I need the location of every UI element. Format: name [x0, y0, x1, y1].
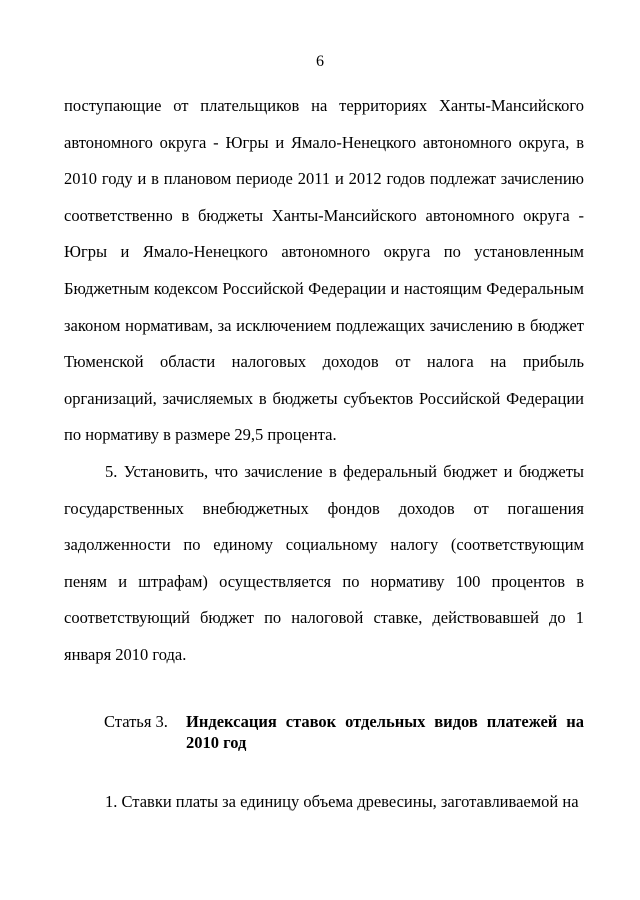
page-number: 6 — [316, 53, 324, 70]
paragraph-item-1: 1. Ставки платы за единицу объема древесины, заготавливаемой на — [105, 792, 579, 811]
article-title: Индексация ставок отдельных видов платежей на 2010 год — [186, 712, 584, 752]
paragraph-item-5: 5. Установить, что зачисление в федеральный бюджет и бюджеты государственных внебюджетных фондов доходов от погашения задолженности по единому социальному налогу (соответствующим пеням и штрафам) осуществляется по нормативу 100 процентов в соответствующий бюджет по налоговой ставке, действовавшей до 1 января 2010 года. — [64, 462, 584, 664]
article-number: Статья 3. — [104, 712, 168, 731]
article-heading — [104, 711, 584, 753]
paragraph-revenue-distribution: поступающие от плательщиков на территориях Ханты-Мансийского автономного округа - Югры и Ямало-Ненецкого автономного округа, в 2010 году и в плановом периоде 2011 и 2012 годов подлежат зачислению соответственно в бюджеты Ханты-Мансийского автономного округа - Югры и Ямало-Ненецкого автономного округа по установленным Бюджетным кодексом Российской Федерации и настоящим Федеральным законом нормативам, за исключением подлежащих зачислению в бюджет Тюменской области налоговых доходов от налога на прибыль организаций, зачисляемых в бюджеты субъектов Российской Федерации по нормативу в размере 29,5 процента. — [64, 96, 584, 445]
